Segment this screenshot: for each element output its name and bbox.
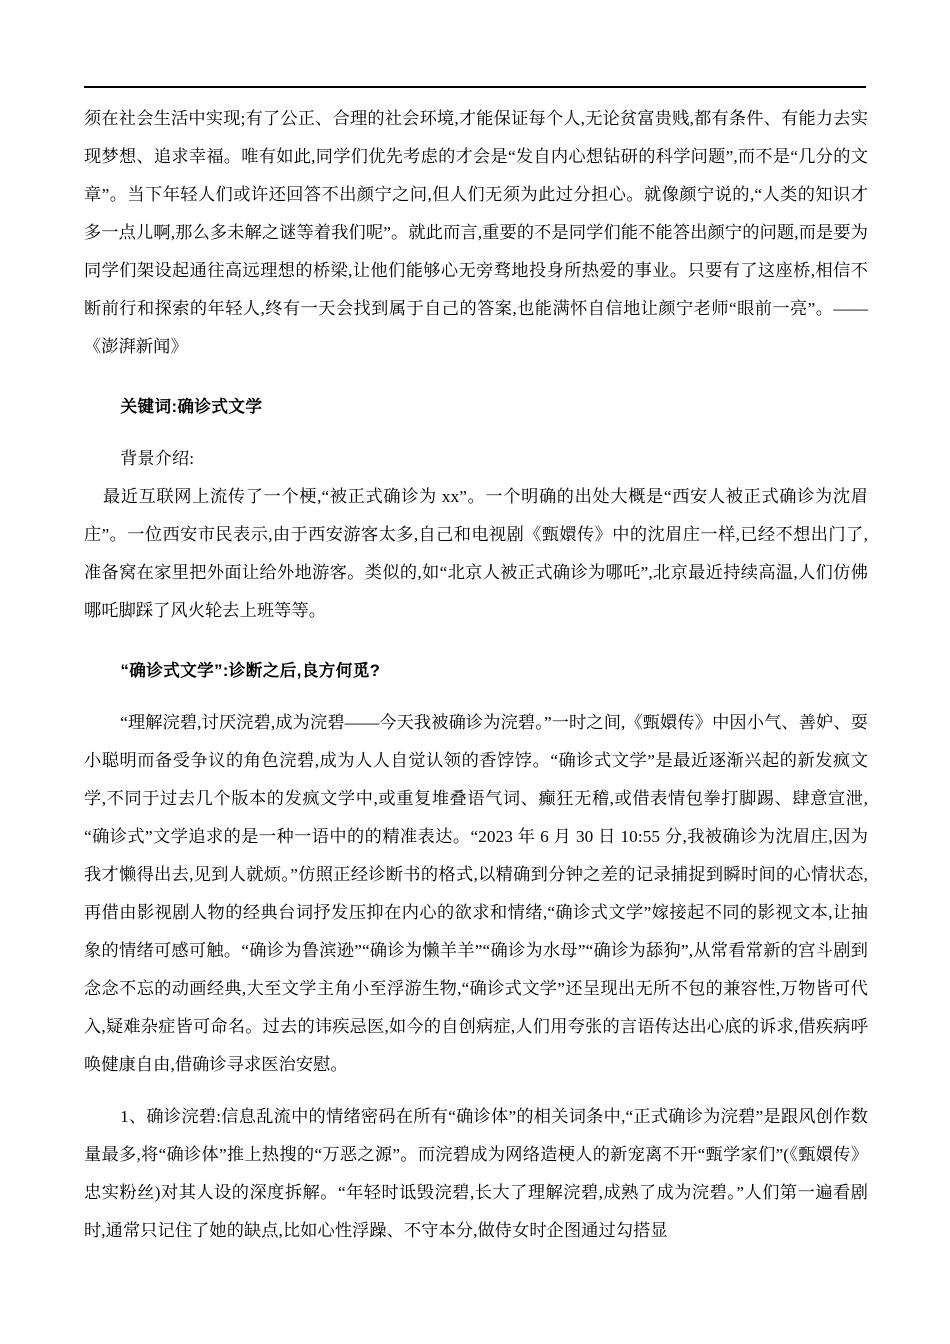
header-rule-divider [84,86,866,88]
heading-keyword: 关键词:确诊式文学 [120,397,263,416]
page-header [0,0,950,90]
heading-section-diagnosis: “确诊式文学”:诊断之后,良方何觅? [120,661,381,680]
paragraph-item-1-wanbi: 1、确诊浣碧:信息乱流中的情绪密码在所有“确诊体”的相关词条中,“正式确诊为浣碧”是跟风创作数量最多,将“确诊体”推上热搜的“万恶之源”。而浣碧成为网络造梗人的新宠离不开“甄学家们”(《甄嬛传》忠实粉丝)对其人设的深度拆解。“年轻时诋毁浣碧,长大了理解浣碧,成熟了成为浣碧。”人们第一遍看剧时,通常只记住了她的缺点,比如心性浮躁、不守本分,做侍女时企图通过勾搭显 [84,1107,868,1240]
page-footer [0,1274,950,1344]
paragraph-spacer [84,630,868,652]
paragraph-spacer [84,366,868,388]
paragraph-spacer [84,690,868,704]
paragraph-diagnosis-literature: “理解浣碧,讨厌浣碧,成为浣碧——今天我被确诊为浣碧。”一时之间,《甄嬛传》中因小气、善妒、耍小聪明而备受争议的角色浣碧,成为人人自觉认领的香饽饽。“确诊式文学”是最近逐渐兴起的新发疯文学,不同于过去几个版本的发疯文学中,或重复堆叠语气词、癫狂无稽,或借表情包拳打脚踢、肆意宣泄,“确诊式”文学追求的是一种一语中的的精准表达。“2023 年 6 月 30 日 10:55 分,我被确诊为沈眉庄,因为我才懒得出去,见到人就烦。”仿照正经诊断书的格式,以精确到分钟之差的记录捕捉到瞬时间的心情状态,再借由影视剧人物的经典台词抒发压抑在内心的欲求和情绪,“确诊式文学”嫁接起不同的影视文本,让抽象的情绪可感可触。“确诊为鲁滨逊”“确诊为懒羊羊”“确诊为水母”“确诊为舔狗”,从常看常新的宫斗剧到念念不忘的动画经典,大至文学主角小至浮游生物,“确诊式文学”还呈现出无所不包的兼容性,万物皆可代入,疑难杂症皆可命名。过去的讳疾忌医,如今的自创病症,人们用夸张的言语传达出心底的诉求,借疾病呼唤健康自由,借确诊寻求医治安慰。 [84,713,868,1074]
paragraph-spacer [84,426,868,440]
paragraph-background-label: 背景介绍: [120,449,195,468]
paragraph-background-text: 最近互联网上流传了一个梗,“被正式确诊为 xx”。一个明确的出处大概是“西安人被正式确诊为沈眉庄”。一位西安市民表示,由于西安游客太多,自己和电视剧《甄嬛传》中的沈眉庄一样,已经不想出门了,准备窝在家里把外面让给外地游客。类似的,如“北京人被正式确诊为哪吒”,北京最近持续高温,人们仿佛哪吒脚踩了风火轮去上班等等。 [84,487,868,620]
paragraph-intro: 须在社会生活中实现;有了公正、合理的社会环境,才能保证每个人,无论贫富贵贱,都有条件、有能力去实现梦想、追求幸福。唯有如此,同学们优先考虑的才会是“发自内心想钻研的科学问题”,而不是“几分的文章”。当下年轻人们或许还回答不出颜宁之问,但人们无须为此过分担心。就像颜宁说的,“人类的知识才多一点儿啊,那么多未解之谜等着我们呢”。就此而言,重要的不是同学们能不能答出颜宁的问题,而是要为同学们架设起通往高远理想的桥梁,让他们能够心无旁骛地投身所热爱的事业。只要有了这座桥,相信不断前行和探索的年轻人,终有一天会找到属于自己的答案,也能满怀自信地让颜宁老师“眼前一亮”。——《澎湃新闻》 [84,109,868,356]
document-body [84,100,868,1250]
paragraph-spacer [84,1084,868,1098]
